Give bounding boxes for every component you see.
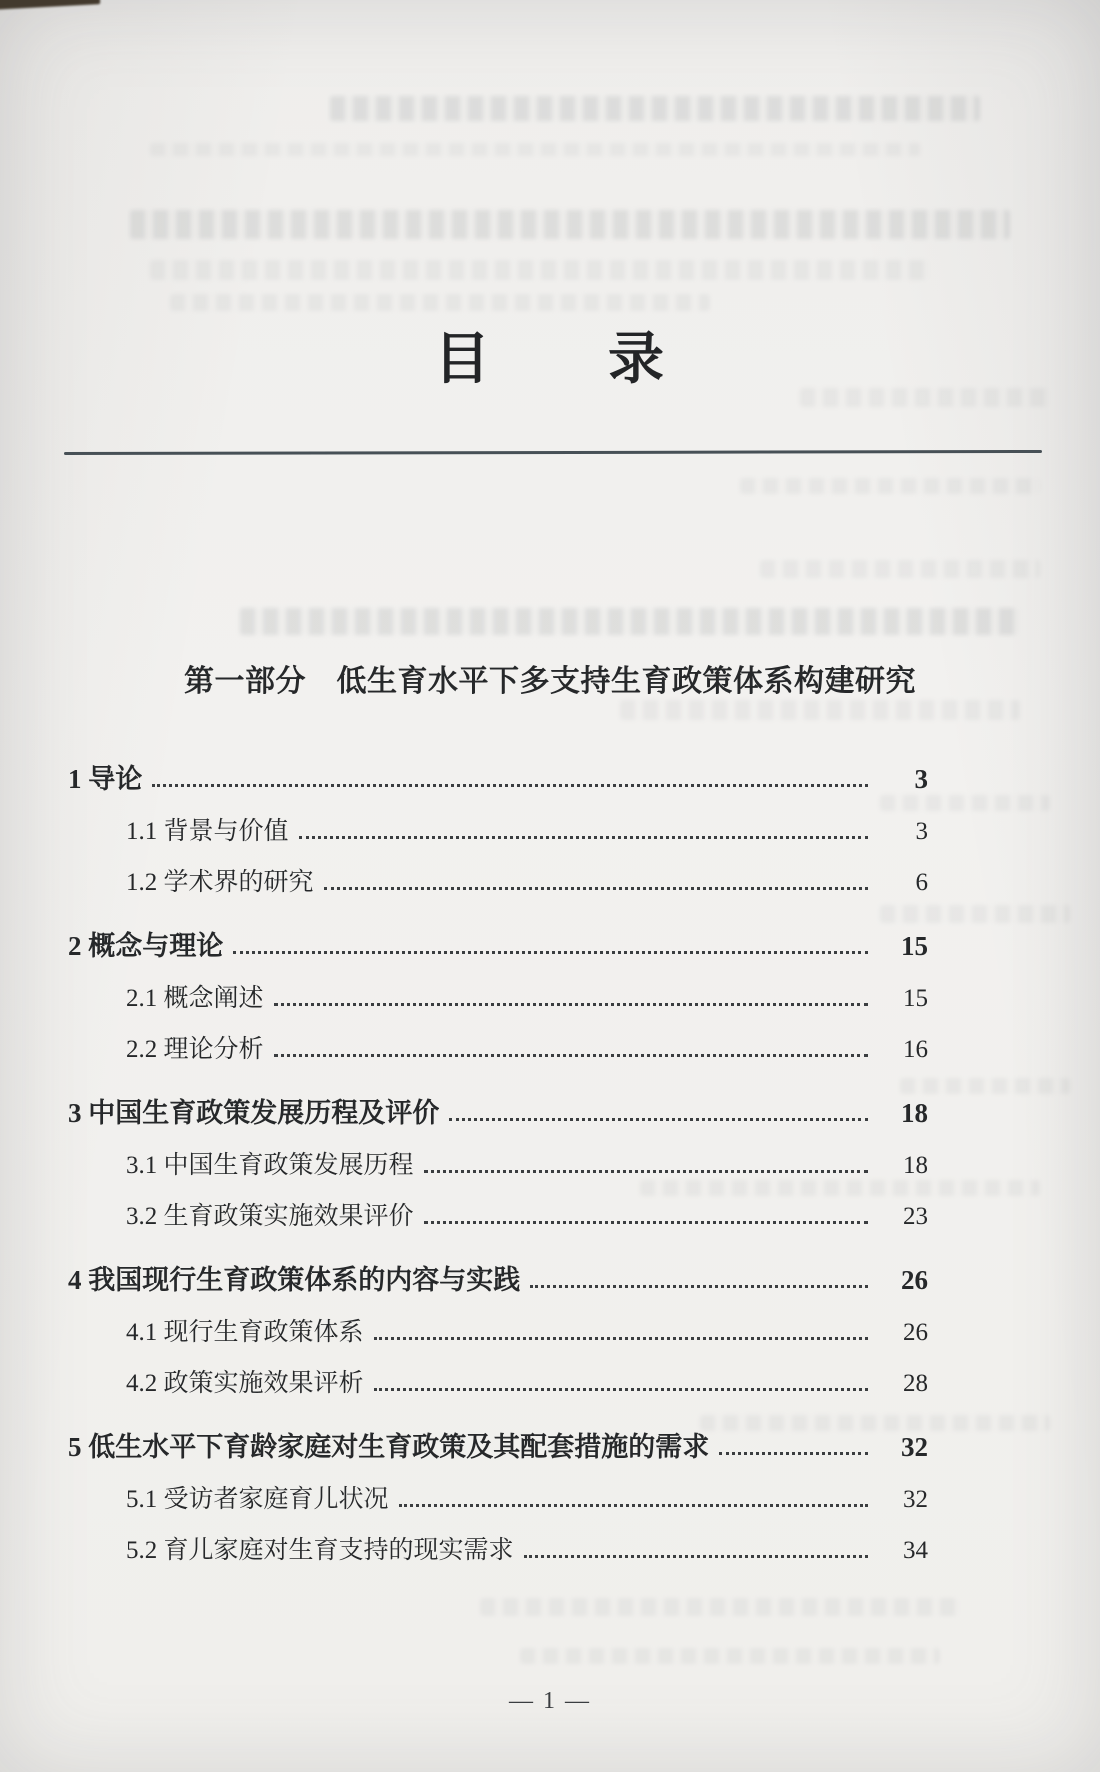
toc-entry-page-number: 6	[915, 869, 928, 896]
leader-dots	[719, 1452, 868, 1455]
leader-dots	[530, 1285, 868, 1288]
leader-dots	[274, 1054, 868, 1057]
toc-entry	[68, 969, 928, 1020]
toc-entry-page-number: 3	[915, 818, 928, 845]
toc-entry	[68, 802, 928, 853]
toc-entry-label: 3 中国生育政策发展历程及评价	[68, 1098, 440, 1128]
title-divider-rule	[64, 450, 1042, 455]
toc-entry-page-number: 23	[903, 1203, 928, 1230]
toc-entry-label: 3.2 生育政策实施效果评价	[126, 1203, 414, 1230]
leader-dots	[424, 1221, 868, 1224]
toc-entry-page-number: 28	[903, 1370, 928, 1397]
bleed-through-text	[480, 1598, 960, 1616]
toc-entry-page-number: 32	[901, 1432, 928, 1462]
toc-entry	[68, 1521, 928, 1572]
leader-dots	[374, 1337, 868, 1340]
bleed-through-text	[330, 96, 980, 121]
toc-entry-label: 5.2 育儿家庭对生育支持的现实需求	[126, 1537, 514, 1564]
toc-entry-page-number: 32	[903, 1486, 928, 1513]
toc-entry-label: 4.2 政策实施效果评析	[126, 1370, 364, 1397]
toc-entry-label: 5.1 受访者家庭育儿状况	[126, 1486, 389, 1513]
toc-entry-page-number: 18	[901, 1098, 928, 1128]
toc-entry-label: 1 导论	[68, 764, 143, 794]
toc-entry-label: 1.1 背景与价值	[126, 818, 289, 845]
toc-entry	[68, 1020, 928, 1071]
part-heading: 第一部分 低生育水平下多支持生育政策体系构建研究	[184, 665, 916, 698]
toc-entry	[68, 751, 928, 802]
leader-dots	[152, 784, 868, 787]
toc-entry	[68, 1136, 928, 1187]
toc-entry	[68, 853, 928, 904]
toc-entry-label: 4.1 现行生育政策体系	[126, 1319, 364, 1346]
toc-entry-page-number: 15	[901, 931, 928, 961]
bleed-through-text	[150, 260, 930, 280]
leader-dots	[299, 836, 868, 839]
toc-entry	[68, 1419, 928, 1470]
toc-entry-page-number: 15	[903, 985, 928, 1012]
leader-dots	[524, 1555, 868, 1558]
page-number-footer: — 1 —	[509, 1688, 591, 1714]
toc-entry-label: 2.2 理论分析	[126, 1036, 264, 1063]
toc-entry	[68, 918, 928, 969]
toc-entry-page-number: 18	[903, 1152, 928, 1179]
bleed-through-text	[150, 143, 920, 156]
bleed-through-text	[760, 560, 1040, 578]
bleed-through-text	[620, 700, 1020, 720]
bleed-through-text	[170, 294, 710, 311]
toc-entry-label: 1.2 学术界的研究	[126, 869, 314, 896]
leader-dots	[374, 1388, 868, 1391]
toc-entry-label: 4 我国现行生育政策体系的内容与实践	[68, 1265, 521, 1295]
leader-dots	[324, 887, 868, 890]
bleed-through-text	[520, 1648, 940, 1664]
toc-entry-page-number: 16	[903, 1036, 928, 1063]
page-title: 目 录	[434, 329, 666, 391]
toc-entry-page-number: 3	[914, 764, 928, 794]
photo-corner-edge	[0, 0, 100, 10]
toc-entry-label: 2 概念与理论	[68, 931, 224, 961]
toc-entry	[68, 1303, 928, 1354]
toc-entry	[68, 1085, 928, 1136]
leader-dots	[399, 1504, 868, 1507]
bleed-through-text	[740, 478, 1040, 494]
toc-entry-page-number: 26	[901, 1265, 928, 1295]
toc-entry-page-number: 34	[903, 1537, 928, 1564]
toc-list	[68, 737, 928, 1572]
toc-entry	[68, 1252, 928, 1303]
leader-dots	[233, 951, 868, 954]
toc-entry-label: 5 低生水平下育龄家庭对生育政策及其配套措施的需求	[68, 1432, 710, 1462]
bleed-through-text	[130, 210, 1010, 239]
bleed-through-text	[240, 608, 1020, 635]
toc-entry	[68, 1187, 928, 1238]
toc-entry-label: 3.1 中国生育政策发展历程	[126, 1152, 414, 1179]
leader-dots	[274, 1003, 868, 1006]
toc-entry-label: 2.1 概念阐述	[126, 985, 264, 1012]
toc-entry-page-number: 26	[903, 1319, 928, 1346]
leader-dots	[424, 1170, 868, 1173]
toc-entry	[68, 1354, 928, 1405]
leader-dots	[449, 1118, 868, 1121]
toc-entry	[68, 1470, 928, 1521]
